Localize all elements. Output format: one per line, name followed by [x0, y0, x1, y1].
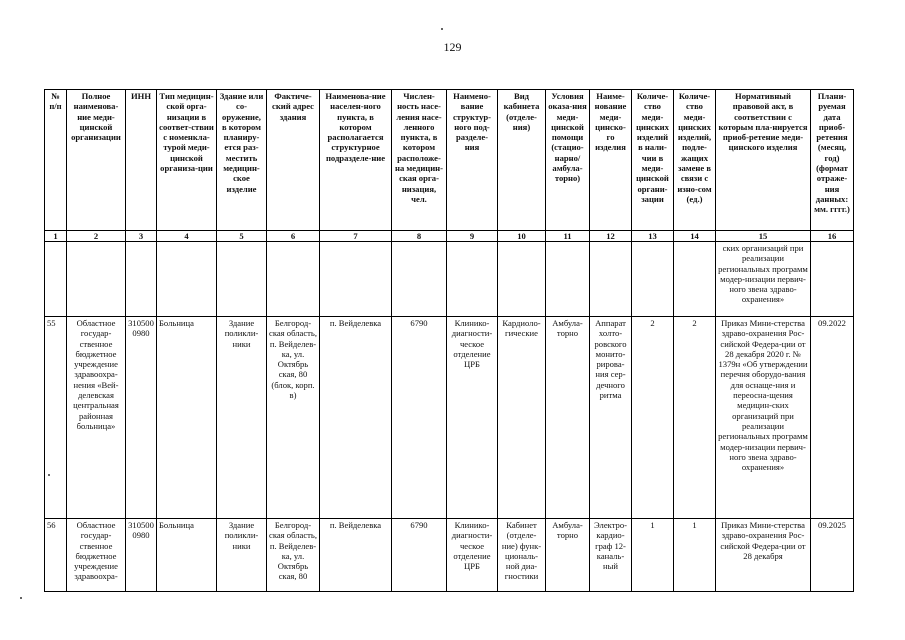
empty-cell [157, 242, 217, 317]
scan-speck [441, 28, 443, 30]
header-row [45, 90, 854, 231]
row-cabinet: Кабинет (отделе-ние) функ-циональ-ной диа-гностики [498, 519, 546, 592]
empty-cell [320, 242, 392, 317]
row-date: 09.2022 [811, 317, 854, 519]
col-number: 14 [674, 231, 716, 242]
row-act: Приказ Мини-стерства здраво-охранения Рос-сийской Федера-ции от 28 декабря 2020 г. № 1379н «Об утверждении перечня оборудо-вания для оснаще-ния и переосна-щения медицин-ских организаций при реализации региональных программ модер-низации первич-ного звена здраво-охранения» [716, 317, 811, 519]
row-conditions: Амбула-торно [546, 317, 590, 519]
row-unit: Клинико-диагности-ческое отделение ЦРБ [447, 317, 498, 519]
col-header-inn: ИНН [126, 90, 157, 231]
empty-cell [447, 242, 498, 317]
row-inn: 3105000980 [126, 317, 157, 519]
row-building: Здание поликли-ники [217, 519, 267, 592]
col-number: 9 [447, 231, 498, 242]
row-device: Электро-кардио-граф 12-каналь-ный [590, 519, 632, 592]
continuation-row [45, 242, 854, 317]
empty-cell [217, 242, 267, 317]
empty-cell [126, 242, 157, 317]
scan-speck [48, 474, 50, 476]
empty-cell [498, 242, 546, 317]
continuation-act-text: ских организаций при реализации региональных программ модер-низации первич-ного звена здраво-охранения» [716, 242, 811, 317]
column-number-row [45, 231, 854, 242]
empty-cell [67, 242, 126, 317]
col-number: 15 [716, 231, 811, 242]
col-header-type: Тип медицин-ской орга-низации в соответ-ствии с номенкла-турой меди-цинской организа-ции [157, 90, 217, 231]
empty-cell [674, 242, 716, 317]
page-number: 129 [443, 40, 462, 54]
row-org: Областное государ-ственное бюджетное учреждение здравоохра- [67, 519, 126, 592]
row-address: Белгород-ская область, п. Вейделев-ка, ул. Октябрь ская, 80 (блок, корп. в) [267, 317, 320, 519]
col-number: 10 [498, 231, 546, 242]
row-population: 6790 [392, 519, 447, 592]
col-number: 4 [157, 231, 217, 242]
row-num: 55 [45, 317, 67, 519]
empty-cell [45, 242, 67, 317]
col-number: 2 [67, 231, 126, 242]
row-type: Больница [157, 317, 217, 519]
col-header-qty-have: Количе-ство меди-цинских изделий в нали-чии в меди-цинской органи-зации [632, 90, 674, 231]
row-population: 6790 [392, 317, 447, 519]
table-row [45, 317, 854, 519]
col-header-conditions: Условия оказа-ния меди-цинской помощи (стацио-нарно/ амбула-торно) [546, 90, 590, 231]
row-settlement: п. Вейделевка [320, 519, 392, 592]
table-row [45, 519, 854, 592]
row-address: Белгород-ская область, п. Вейделев-ка, ул. Октябрь ская, 80 [267, 519, 320, 592]
row-date: 09.2025 [811, 519, 854, 592]
col-header-act: Нормативный правовой акт, в соответствии с которым пла-нируется приоб-ретение меди-цинского изделия [716, 90, 811, 231]
row-qty-have: 1 [632, 519, 674, 592]
empty-cell [632, 242, 674, 317]
col-header-building: Здание или со-оружение, в котором планиру-ется раз-местить медицин-ское изделие [217, 90, 267, 231]
row-act: Приказ Мини-стерства здраво-охранения Рос-сийской Федера-ции от 28 декабря [716, 519, 811, 592]
col-number: 1 [45, 231, 67, 242]
col-header-address: Фактиче-ский адрес здания [267, 90, 320, 231]
row-org: Областное государ-ственное бюджетное учреждение здравоохра-нения «Вей-делевская центральная районная больница» [67, 317, 126, 519]
row-qty-have: 2 [632, 317, 674, 519]
col-number: 3 [126, 231, 157, 242]
row-unit: Клинико-диагности-ческое отделение ЦРБ [447, 519, 498, 592]
col-number: 7 [320, 231, 392, 242]
col-header-device: Наиме-нование меди-цинско-го изделия [590, 90, 632, 231]
empty-cell [392, 242, 447, 317]
row-conditions: Амбула-торно [546, 519, 590, 592]
col-header-cabinet: Вид кабинета (отделе-ния) [498, 90, 546, 231]
row-settlement: п. Вейделевка [320, 317, 392, 519]
row-type: Больница [157, 519, 217, 592]
col-number: 11 [546, 231, 590, 242]
empty-cell [546, 242, 590, 317]
col-number: 16 [811, 231, 854, 242]
col-number: 8 [392, 231, 447, 242]
row-qty-replace: 2 [674, 317, 716, 519]
scan-speck [20, 597, 22, 599]
row-qty-replace: 1 [674, 519, 716, 592]
col-number: 12 [590, 231, 632, 242]
col-number: 5 [217, 231, 267, 242]
empty-cell [811, 242, 854, 317]
col-header-settlement: Наименова-ние населен-ного пункта, в котором располагается структурное подразделе-ние [320, 90, 392, 231]
col-header-num: № п/п [45, 90, 67, 231]
col-header-qty-replace: Количе-ство меди-цинских изделий, подле-жащих замене в связи с изно-сом (ед.) [674, 90, 716, 231]
row-cabinet: Кардиоло-гические [498, 317, 546, 519]
col-header-population: Числен-ность насе-ления насе-ленного пункта, в котором расположе-на медицин-ская орга-низация, чел. [392, 90, 447, 231]
empty-cell [267, 242, 320, 317]
col-header-org: Полное наименова-ние меди-цинской организации [67, 90, 126, 231]
row-num: 56 [45, 519, 67, 592]
row-building: Здание поликли-ники [217, 317, 267, 519]
col-number: 13 [632, 231, 674, 242]
col-number: 6 [267, 231, 320, 242]
medical-equipment-table [44, 89, 854, 592]
col-header-date: Плани-руемая дата приоб-ретения (месяц, год) (формат отраже-ния данных: мм. гггг.) [811, 90, 854, 231]
row-inn: 3105000980 [126, 519, 157, 592]
row-device: Аппарат холто-ровского монито-рирова-ния сер-дечного ритма [590, 317, 632, 519]
empty-cell [590, 242, 632, 317]
col-header-unit: Наимено-вание структур-ного под-разделе-ния [447, 90, 498, 231]
